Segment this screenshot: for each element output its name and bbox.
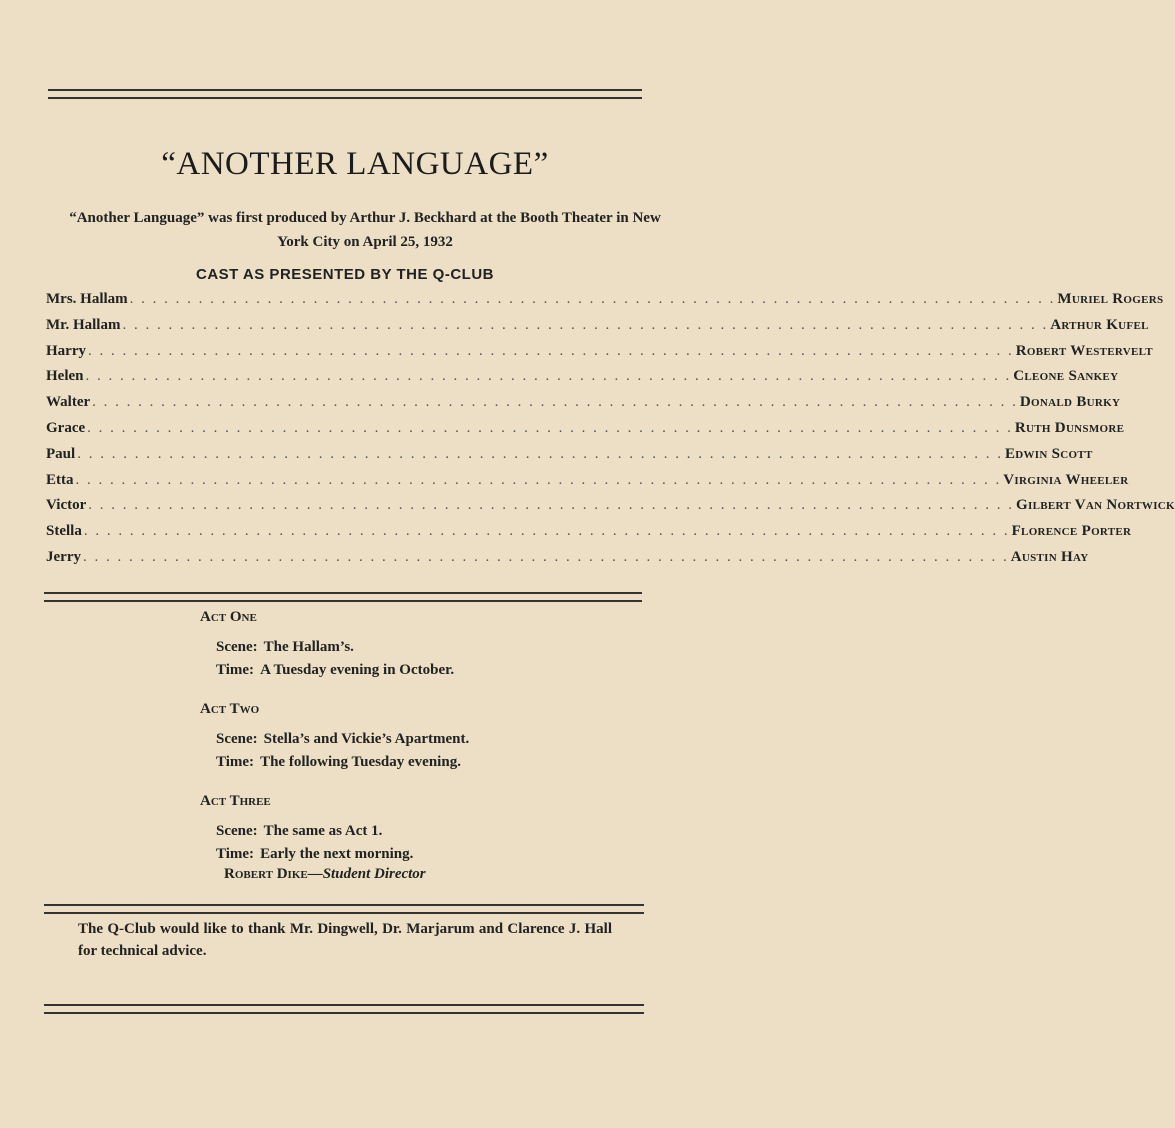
cast-actor: Ruth Dunsmore [1014,419,1125,436]
scene-label: Scene: [216,823,258,839]
scene-label: Scene: [216,731,258,747]
cast-row [46,342,1153,369]
scene-label: Scene: [216,639,258,655]
director-credit [224,866,426,883]
time-text: A Tuesday evening in October. [260,662,455,678]
act-two [200,698,660,774]
time-text: Early the next morning. [260,846,414,862]
thanks-top-rule [44,904,644,914]
cast-actor: Cleone Sankey [1013,368,1119,385]
cast-role: Harry [46,342,86,359]
time-line [200,751,660,774]
time-text: The following Tuesday evening. [260,754,461,770]
production-note: “Another Language” was first produced by Arthur J. Beckhard at the Booth Theater in New York City on April 25, 1932 [69,210,661,250]
director-role: —Student Director [307,866,426,882]
cast-actor: Muriel Rogers [1057,291,1164,307]
cast-row [46,497,1175,523]
cast-row [46,471,1129,498]
leader-dots: . . . . . . . . . . . . . . . . . . . . . . . . . . . . . . . . . . . . . . . . . . . . . . . . . . . . . . . . . . . . . . . . . . . . . . . . . . . . . . . . . [83,523,1010,540]
cast-row [46,548,1089,575]
cast-row [46,419,1125,446]
leader-dots: . . . . . . . . . . . . . . . . . . . . . . . . . . . . . . . . . . . . . . . . . . . . . . . . . . . . . . . . . . . . . . . . . . . . . . . . . . . . . . . . . [87,342,1014,359]
cast-role: Victor [46,497,87,514]
cast-role: Jerry [46,548,81,565]
act-title: Act One [200,609,257,625]
cast-actor: Virginia Wheeler [1003,471,1129,488]
leader-dots: . . . . . . . . . . . . . . . . . . . . . . . . . . . . . . . . . . . . . . . . . . . . . . . . . . . . . . . . . . . . . . . . . . . . . . . . . . . . . . . . . [122,316,1049,333]
scene-text: The Hallam’s. [263,639,354,655]
leader-dots: . . . . . . . . . . . . . . . . . . . . . . . . . . . . . . . . . . . . . . . . . . . . . . . . . . . . . . . . . . . . . . . . . . . . . . . . . . . . . . . . . [92,394,1018,411]
cast-role: Mrs. Hallam [46,291,128,307]
cast-row [46,394,1121,420]
leader-dots: . . . . . . . . . . . . . . . . . . . . . . . . . . . . . . . . . . . . . . . . . . . . . . . . . . . . . . . . . . . . . . . . . . . . . . . . . . . . . . . . . [82,548,1009,565]
acts-section [200,606,660,882]
cast-row [46,316,1149,343]
top-rule [48,89,642,99]
leader-dots: . . . . . . . . . . . . . . . . . . . . . . . . . . . . . . . . . . . . . . . . . . . . . . . . . . . . . . . . . . . . . . . . . . . . . . . . . . . . . . . . . [88,497,1015,514]
cast-role: Paul [46,445,76,462]
cast-role: Etta [46,471,74,488]
time-label: Time: [216,662,255,678]
cast-actor: Donald Burky [1019,394,1121,411]
cast-actor: Arthur Kufel [1050,316,1149,333]
cast-actor: Gilbert Van Nortwick [1016,497,1175,514]
cast-role: Grace [46,419,86,436]
act-title: Act Two [200,701,260,717]
act-three [200,790,660,866]
cast-role: Helen [46,368,84,385]
acknowledgement: The Q-Club would like to thank Mr. Dingwell, Dr. Marjarum and Clarence J. Hall for technical advice. [78,921,612,959]
cast-divider-rule [44,592,642,602]
time-line [200,659,660,682]
scene-line [200,728,660,751]
cast-actor: Austin Hay [1010,548,1089,565]
cast-list [46,291,1175,575]
time-line [200,843,660,866]
cast-actor: Edwin Scott [1004,445,1093,462]
cast-row [46,368,1119,394]
scene-line [200,820,660,843]
cast-row [46,291,1164,317]
director-name: Robert Dike [224,866,308,882]
cast-role: Stella [46,523,82,540]
scene-text: The same as Act 1. [263,823,383,839]
leader-dots: . . . . . . . . . . . . . . . . . . . . . . . . . . . . . . . . . . . . . . . . . . . . . . . . . . . . . . . . . . . . . . . . . . . . . . . . . . . . . . . . . [129,291,1056,307]
cast-row [46,523,1132,549]
leader-dots: . . . . . . . . . . . . . . . . . . . . . . . . . . . . . . . . . . . . . . . . . . . . . . . . . . . . . . . . . . . . . . . . . . . . . . . . . . . . . . . . . [77,445,1003,462]
scene-text: Stella’s and Vickie’s Apartment. [263,731,470,747]
cast-row [46,445,1093,472]
leader-dots: . . . . . . . . . . . . . . . . . . . . . . . . . . . . . . . . . . . . . . . . . . . . . . . . . . . . . . . . . . . . . . . . . . . . . . . . . . . . . . . . . [85,368,1012,385]
scene-line [200,636,660,659]
cast-actor: Florence Porter [1011,523,1132,540]
act-title: Act Three [200,793,271,809]
leader-dots: . . . . . . . . . . . . . . . . . . . . . . . . . . . . . . . . . . . . . . . . . . . . . . . . . . . . . . . . . . . . . . . . . . . . . . . . . . . . . . . . . [75,471,1002,488]
time-label: Time: [216,754,255,770]
cast-heading: CAST AS PRESENTED BY THE Q-CLUB [195,266,495,283]
act-one [200,606,660,682]
leader-dots: . . . . . . . . . . . . . . . . . . . . . . . . . . . . . . . . . . . . . . . . . . . . . . . . . . . . . . . . . . . . . . . . . . . . . . . . . . . . . . . . . [87,419,1013,436]
page-title: “ANOTHER LANGUAGE” [161,146,549,182]
cast-role: Mr. Hallam [46,316,121,333]
time-label: Time: [216,846,255,862]
cast-role: Walter [46,394,91,411]
cast-actor: Robert Westervelt [1015,342,1153,359]
bottom-rule [44,1004,644,1014]
